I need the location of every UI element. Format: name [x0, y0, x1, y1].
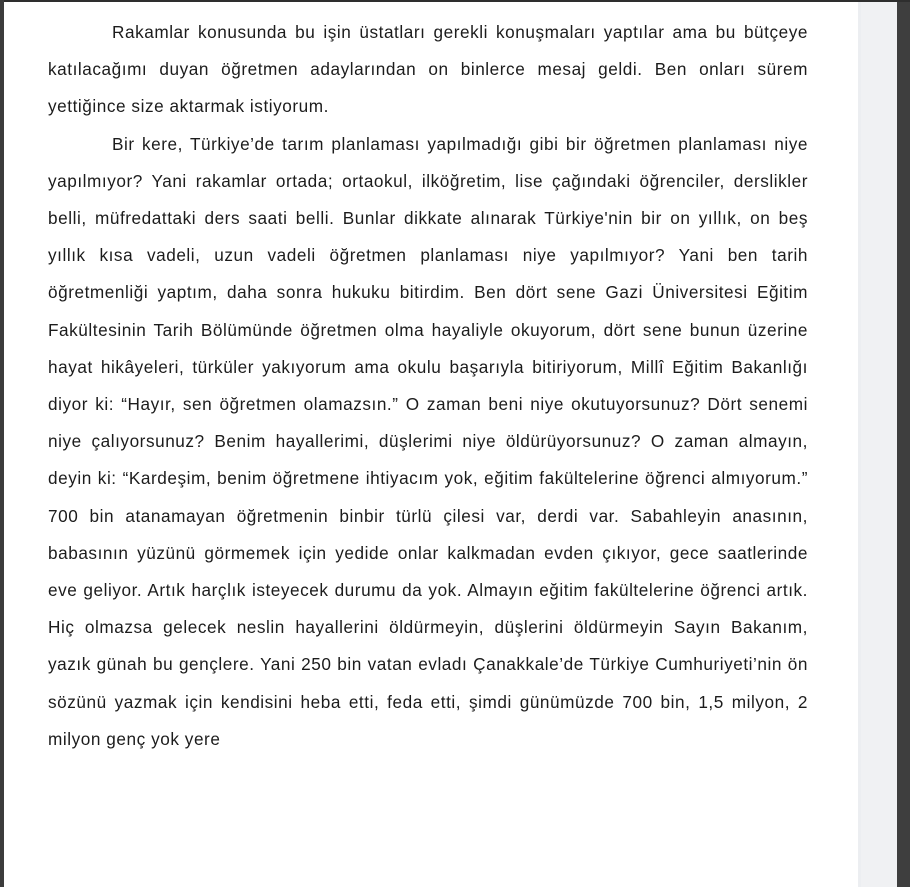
paragraph-2: Bir kere, Türkiye’de tarım planlaması yapılmadığı gibi bir öğretmen planlaması niye yapılmıyor? Yani rakamlar ortada; ortaokul, ilköğretim, lise çağındaki öğrenciler, derslikler belli, müfredattaki ders saati belli. Bunlar dikkate alınarak Türkiye'nin bir on yıllık, on beş yıllık kısa vadeli, uzun vadeli öğretmen planlaması niye yapılmıyor? Yani ben tarih öğretmenliği yaptım, daha sonra hukuku bitirdim. Ben dört sene Gazi Üniversitesi Eğitim Fakültesinin Tarih Bölümünde öğretmen olma hayaliyle okuyorum, dört sene bunun üzerine hayat hikâyeleri, türküler yakıyorum ama okulu başarıyla bitiriyorum, Millî Eğitim Bakanlığı diyor ki: “Hayır, sen öğretmen olamazsın.” O zaman beni niye okutuyorsunuz? Dört senemi niye çalıyorsunuz? Benim hayallerimi, düşlerimi niye öldürüyorsunuz? O zaman almayın, deyin ki: “Kardeşim, benim öğretmene ihtiyacım yok, eğitim fakültelerine öğrenci almıyorum.” 700 bin atanamayan öğretmenin binbir türlü çilesi var, derdi var. Sabahleyin anasının, babasının yüzünü görmemek için yedide onlar kalkmadan evden çıkıyor, gece saatlerinde eve geliyor. Artık harçlık isteyecek durumu da yok. Almayın eğitim fakültelerine öğrenci artık. Hiç olmazsa gelecek neslin hayallerini öldürmeyin, düşlerini öldürmeyin Sayın Bakanım, yazık günah bu gençlere. Yani 250 bin vatan evladı Çanakkale’de Türkiye Cumhuriyeti’nin ön sözünü yazmak için kendisini heba etti, feda etti, şimdi günümüzde 700 bin, 1,5 milyon, 2 milyon genç yok yere: [48, 133, 808, 749]
viewer-scrollbar-track[interactable]: [897, 2, 910, 887]
document-body: [48, 14, 808, 758]
viewer-side-gutter: [858, 2, 897, 887]
paragraph-1: Rakamlar konusunda bu işin üstatları gerekli konuşmaları yaptılar ama bu bütçeye katılacağımı duyan öğretmen adaylarından on binlerce mesaj geldi. Ben onları sürem yettiğince size aktarmak istiyorum.: [48, 22, 808, 117]
